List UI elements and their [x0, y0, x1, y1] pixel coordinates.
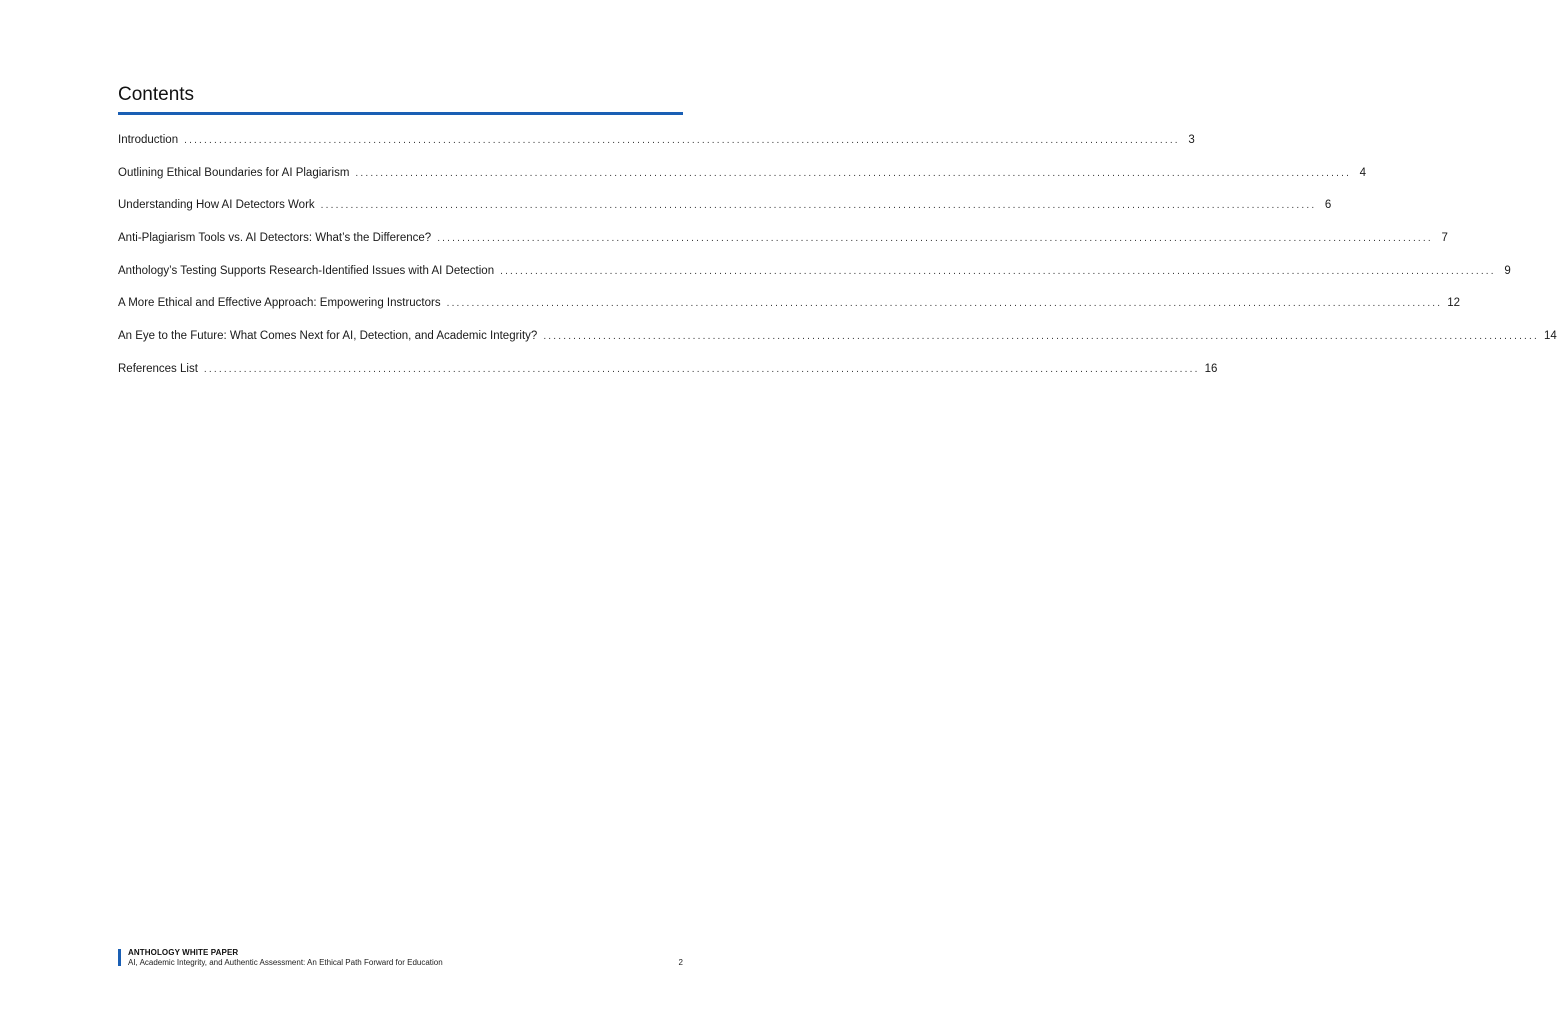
toc-entry-introduction[interactable]	[118, 134, 1195, 167]
page-footer	[118, 948, 683, 966]
toc-entry-ai-detectors[interactable]	[118, 199, 1332, 232]
toc-entry-ethical-boundaries[interactable]	[118, 166, 1367, 200]
toc-entry-future[interactable]	[118, 330, 1557, 363]
toc-leader-dots: ........................................................................................................................................................................................................	[437, 233, 1433, 245]
toc-entry-page: 4	[1359, 166, 1367, 179]
toc-entry-page: 3	[1188, 134, 1195, 146]
toc-leader-dots: ........................................................................................................................................................................................................	[543, 331, 1539, 343]
footer-page-number: 2	[678, 958, 683, 967]
toc-entry-title: Anthology’s Testing Supports Research-Identified Issues with AI Detection	[118, 264, 495, 277]
toc-entry-page: 9	[1504, 264, 1511, 277]
toc-leader-dots: ........................................................................................................................................................................................................	[203, 363, 1200, 375]
toc-leader-dots: ........................................................................................................................................................................................................	[355, 167, 1352, 179]
footer-accent-bar	[118, 949, 121, 966]
toc-entry-title: An Eye to the Future: What Comes Next for AI, Detection, and Academic Integrity?	[118, 330, 538, 343]
footer-subtitle: AI, Academic Integrity, and Authentic Assessment: An Ethical Path Forward for Education	[128, 958, 443, 967]
toc-entry-title: Introduction	[118, 134, 179, 146]
toc-entry-page: 7	[1441, 232, 1448, 245]
toc-entry-title: References List	[118, 362, 198, 375]
toc-entry-page: 14	[1543, 330, 1557, 343]
toc-entry-title: Understanding How AI Detectors Work	[118, 199, 315, 212]
toc-entry-title: Outlining Ethical Boundaries for AI Plagiarism	[118, 166, 350, 179]
toc-leader-dots: ........................................................................................................................................................................................................	[446, 298, 1443, 310]
toc-entry-title: A More Ethical and Effective Approach: Empowering Instructors	[118, 297, 441, 310]
toc-entry-empowering-instructors[interactable]	[118, 297, 1461, 330]
title-divider	[118, 112, 683, 115]
toc-leader-dots: ........................................................................................................................................................................................................	[500, 265, 1496, 277]
toc-entry-anthology-testing[interactable]	[118, 264, 1511, 298]
toc-entry-title: Anti-Plagiarism Tools vs. AI Detectors: What’s the Difference?	[118, 232, 432, 245]
toc-entry-references[interactable]	[118, 362, 1218, 396]
page-title: Contents	[118, 84, 195, 105]
toc-entry-page: 12	[1447, 297, 1461, 310]
toc-leader-dots: ........................................................................................................................................................................................................	[320, 200, 1317, 212]
footer-label: ANTHOLOGY WHITE PAPER	[128, 948, 239, 957]
toc-leader-dots: ........................................................................................................................................................................................................	[184, 135, 1180, 146]
toc-entry-page: 16	[1204, 362, 1218, 375]
table-of-contents	[118, 134, 1557, 396]
toc-entry-tools-vs-detectors[interactable]	[118, 232, 1448, 265]
toc-entry-page: 6	[1324, 199, 1332, 212]
